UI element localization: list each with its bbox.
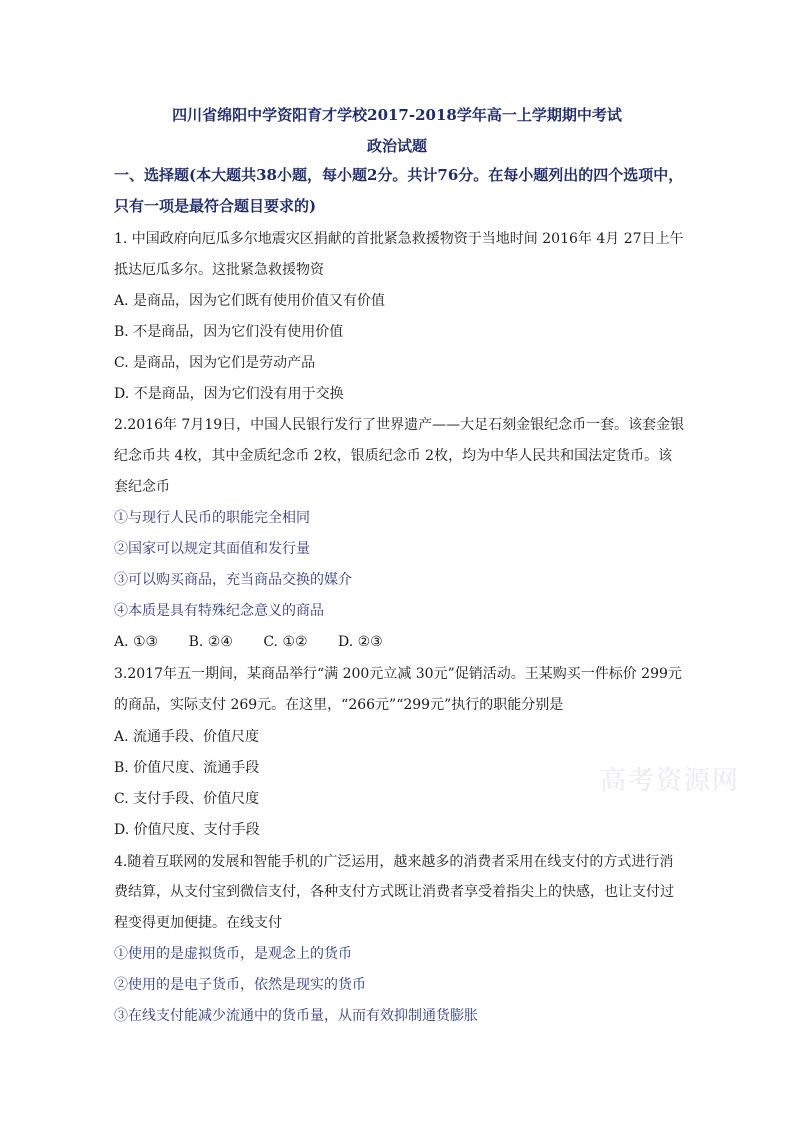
question-1-option-a: A. 是商品，因为它们既有使用价值又有价值	[114, 293, 386, 309]
question-2-answer-choices	[114, 632, 409, 652]
question-4-stem-line-3: 程变得更加便捷。在线支付	[114, 915, 282, 931]
section-heading: 一、选择题(本大题共38小题，每小题2分。共计76分。在每小题列出的四个选项中，只有一项是最符合题目要求的)	[114, 166, 684, 215]
question-2-statement-3: ③可以购买商品，充当商品交换的媒介	[114, 572, 352, 588]
question-1-stem-line-1: 1. 中国政府向厄瓜多尔地震灾区捐献的首批紧急救援物资于当地时间 2016年 4月 27日上午	[114, 231, 684, 247]
question-3-option-c: C. 支付手段、价值尺度	[114, 791, 260, 807]
question-4-stem-line-2: 费结算，从支付宝到微信支付，各种支付方式既让消费者享受着指尖上的快感，也让支付过	[114, 884, 674, 900]
question-2-choice-c: C. ①②	[263, 634, 308, 650]
question-3-option-b: B. 价值尺度、流通手段	[114, 760, 260, 776]
watermark-text: 高考资源网	[600, 766, 741, 796]
question-4-stem-line-1: 4.随着互联网的发展和智能手机的广泛运用，越来越多的消费者采用在线支付的方式进行消	[114, 854, 674, 870]
question-2-statement-4: ④本质是具有特殊纪念意义的商品	[114, 603, 324, 619]
exam-subtitle: 政治试题	[366, 137, 427, 155]
question-1-stem-line-2: 抵达厄瓜多尔。这批紧急救援物资	[114, 262, 324, 278]
question-3-stem-line-2: 的商品，实际支付 269元。在这里，“266元”“299元”执行的职能分别是	[114, 697, 564, 713]
question-3-stem-line-1: 3.2017年五一期间，某商品举行“满 200元立减 30元”促销活动。王某购买一件标价 299元	[114, 666, 682, 682]
question-4-statement-1: ①使用的是虚拟货币，是观念上的货币	[114, 946, 352, 962]
question-1-option-d: D. 不是商品，因为它们没有用于交换	[114, 386, 344, 402]
question-4-statement-2: ②使用的是电子货币，依然是现实的货币	[114, 977, 366, 993]
exam-title: 四川省绵阳中学资阳育才学校2017-2018学年高一上学期期中考试	[172, 106, 622, 124]
question-2-stem-line-1: 2.2016年 7月19日，中国人民银行发行了世界遗产——大足石刻金银纪念币一套。该套金银	[114, 417, 685, 433]
question-2-choice-b: B. ②④	[188, 634, 233, 650]
question-2-stem-line-2: 纪念币共 4枚，其中金质纪念币 2枚，银质纪念币 2枚，均为中华人民共和国法定货币。该	[114, 448, 673, 464]
question-4-statement-3: ③在线支付能减少流通中的货币量，从而有效抑制通货膨胀	[114, 1008, 478, 1024]
question-2-statement-2: ②国家可以规定其面值和发行量	[114, 541, 310, 557]
question-3-option-a: A. 流通手段、价值尺度	[114, 729, 260, 745]
question-3-option-d: D. 价值尺度、支付手段	[114, 822, 260, 838]
question-1-option-c: C. 是商品，因为它们是劳动产品	[114, 355, 316, 371]
question-2-stem-line-3: 套纪念币	[114, 479, 170, 495]
question-1-option-b: B. 不是商品，因为它们没有使用价值	[114, 324, 344, 340]
question-2-choice-a: A. ①③	[114, 634, 159, 650]
question-2-choice-d: D. ②③	[338, 634, 383, 650]
question-2-statement-1: ①与现行人民币的职能完全相同	[114, 510, 310, 526]
